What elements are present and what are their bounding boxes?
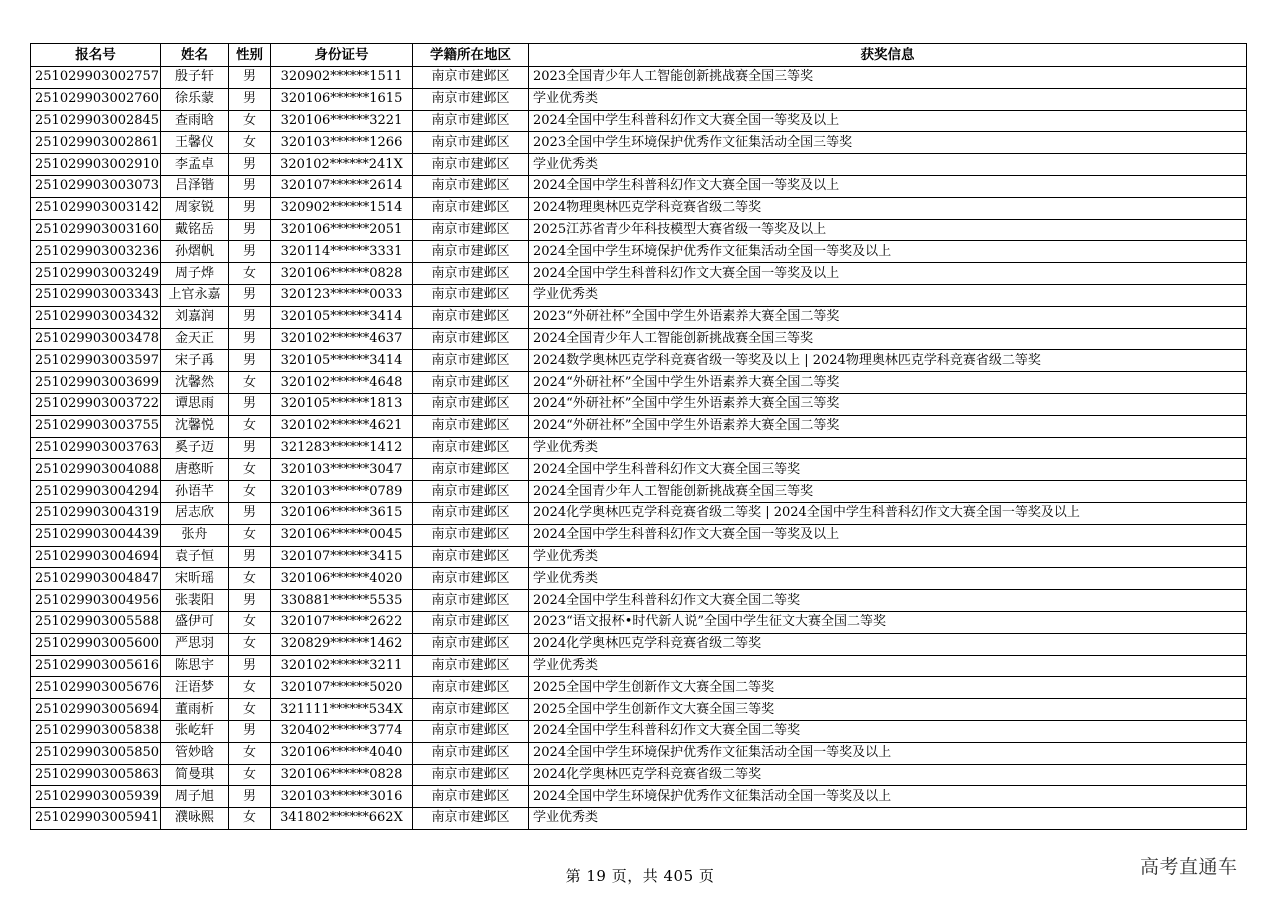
cell-region: 南京市建邺区 (413, 502, 529, 524)
cell-award-info: 2024物理奥林匹克学科竞赛省级二等奖 (529, 197, 1247, 219)
cell-gender: 男 (229, 284, 271, 306)
cell-award-info: 学业优秀类 (529, 88, 1247, 110)
cell-gender: 女 (229, 372, 271, 394)
cell-registration-number: 251029903005941 (31, 808, 161, 830)
cell-name: 董雨析 (161, 699, 229, 721)
table-row (31, 88, 1247, 110)
cell-region: 南京市建邺区 (413, 415, 529, 437)
table-row (31, 720, 1247, 742)
cell-id-number: 320105******1813 (271, 393, 413, 415)
cell-award-info: 2024化学奥林匹克学科竞赛省级二等奖 (529, 764, 1247, 786)
cell-registration-number: 251029903004847 (31, 568, 161, 590)
cell-id-number: 320106******0828 (271, 764, 413, 786)
cell-name: 汪语梦 (161, 677, 229, 699)
cell-region: 南京市建邺区 (413, 481, 529, 503)
table-row (31, 350, 1247, 372)
cell-registration-number: 251029903003142 (31, 197, 161, 219)
cell-name: 严思羽 (161, 633, 229, 655)
cell-name: 戴铭岳 (161, 219, 229, 241)
cell-id-number: 320105******3414 (271, 306, 413, 328)
table-row (31, 415, 1247, 437)
cell-name: 宋子爯 (161, 350, 229, 372)
cell-region: 南京市建邺区 (413, 786, 529, 808)
cell-gender: 女 (229, 699, 271, 721)
cell-name: 周子烨 (161, 263, 229, 285)
cell-region: 南京市建邺区 (413, 284, 529, 306)
table-row (31, 459, 1247, 481)
cell-gender: 男 (229, 590, 271, 612)
cell-award-info: 2024全国中学生科普科幻作文大赛全国二等奖 (529, 590, 1247, 612)
cell-id-number: 320107******2614 (271, 175, 413, 197)
cell-name: 奚子迈 (161, 437, 229, 459)
cell-region: 南京市建邺区 (413, 393, 529, 415)
cell-gender: 女 (229, 633, 271, 655)
page-number: 第 19 页，共 405 页 (565, 867, 715, 885)
cell-name: 沈馨然 (161, 372, 229, 394)
cell-registration-number: 251029903002845 (31, 110, 161, 132)
cell-id-number: 320123******0033 (271, 284, 413, 306)
table-row (31, 568, 1247, 590)
cell-registration-number: 251029903003249 (31, 263, 161, 285)
cell-award-info: 2023“外研社杯”全国中学生外语素养大赛全国二等奖 (529, 306, 1247, 328)
cell-registration-number: 251029903003432 (31, 306, 161, 328)
cell-registration-number: 251029903003160 (31, 219, 161, 241)
cell-gender: 男 (229, 219, 271, 241)
awards-table (30, 43, 1247, 830)
cell-name: 张舟 (161, 524, 229, 546)
cell-region: 南京市建邺区 (413, 699, 529, 721)
cell-name: 张裴阳 (161, 590, 229, 612)
cell-registration-number: 251029903004694 (31, 546, 161, 568)
cell-id-number: 320106******4040 (271, 742, 413, 764)
cell-award-info: 2023全国青少年人工智能创新挑战赛全国三等奖 (529, 67, 1247, 89)
cell-award-info: 2024全国青少年人工智能创新挑战赛全国三等奖 (529, 481, 1247, 503)
cell-gender: 女 (229, 481, 271, 503)
cell-region: 南京市建邺区 (413, 175, 529, 197)
cell-registration-number: 251029903004319 (31, 502, 161, 524)
cell-registration-number: 251029903003236 (31, 241, 161, 263)
table-row (31, 502, 1247, 524)
cell-award-info: 2024全国青少年人工智能创新挑战赛全国三等奖 (529, 328, 1247, 350)
cell-name: 盛伊可 (161, 611, 229, 633)
table-row (31, 808, 1247, 830)
table-row (31, 306, 1247, 328)
table-row (31, 611, 1247, 633)
cell-id-number: 320106******4020 (271, 568, 413, 590)
cell-award-info: 2024数学奥林匹克学科竞赛省级一等奖及以上 | 2024物理奥林匹克学科竞赛省级二等奖 (529, 350, 1247, 372)
cell-name: 简曼琪 (161, 764, 229, 786)
cell-award-info: 2024全国中学生科普科幻作文大赛全国一等奖及以上 (529, 263, 1247, 285)
cell-award-info: 2024全国中学生科普科幻作文大赛全国一等奖及以上 (529, 110, 1247, 132)
cell-id-number: 320103******3016 (271, 786, 413, 808)
cell-name: 管妙晗 (161, 742, 229, 764)
cell-region: 南京市建邺区 (413, 67, 529, 89)
cell-id-number: 320102******3211 (271, 655, 413, 677)
header-name: 姓名 (161, 44, 229, 67)
cell-id-number: 341802******662X (271, 808, 413, 830)
cell-name: 徐乐蒙 (161, 88, 229, 110)
cell-gender: 女 (229, 677, 271, 699)
cell-id-number: 320106******3615 (271, 502, 413, 524)
cell-name: 王馨仪 (161, 132, 229, 154)
cell-gender: 男 (229, 393, 271, 415)
cell-gender: 男 (229, 88, 271, 110)
cell-award-info: 学业优秀类 (529, 655, 1247, 677)
cell-gender: 男 (229, 437, 271, 459)
cell-region: 南京市建邺区 (413, 132, 529, 154)
table-row (31, 219, 1247, 241)
cell-name: 孙熠帆 (161, 241, 229, 263)
cell-award-info: 2024全国中学生环境保护优秀作文征集活动全国一等奖及以上 (529, 786, 1247, 808)
table-row (31, 590, 1247, 612)
cell-id-number: 320103******0789 (271, 481, 413, 503)
cell-registration-number: 251029903003763 (31, 437, 161, 459)
table-row (31, 110, 1247, 132)
cell-registration-number: 251029903003699 (31, 372, 161, 394)
cell-award-info: 学业优秀类 (529, 154, 1247, 176)
cell-id-number: 320106******3221 (271, 110, 413, 132)
cell-id-number: 320106******0828 (271, 263, 413, 285)
cell-gender: 女 (229, 110, 271, 132)
cell-registration-number: 251029903004088 (31, 459, 161, 481)
header-gender: 性别 (229, 44, 271, 67)
cell-gender: 女 (229, 132, 271, 154)
cell-award-info: 2024全国中学生科普科幻作文大赛全国二等奖 (529, 720, 1247, 742)
cell-name: 李孟卓 (161, 154, 229, 176)
header-id-number: 身份证号 (271, 44, 413, 67)
header-registration-number: 报名号 (31, 44, 161, 67)
cell-name: 刘嘉润 (161, 306, 229, 328)
cell-region: 南京市建邺区 (413, 764, 529, 786)
cell-award-info: 2024化学奥林匹克学科竞赛省级二等奖 (529, 633, 1247, 655)
cell-id-number: 320106******0045 (271, 524, 413, 546)
cell-gender: 男 (229, 350, 271, 372)
cell-registration-number: 251029903005838 (31, 720, 161, 742)
cell-region: 南京市建邺区 (413, 655, 529, 677)
cell-gender: 男 (229, 720, 271, 742)
table-row (31, 633, 1247, 655)
table-row (31, 655, 1247, 677)
cell-id-number: 320902******1514 (271, 197, 413, 219)
cell-award-info: 学业优秀类 (529, 568, 1247, 590)
cell-gender: 男 (229, 655, 271, 677)
cell-region: 南京市建邺区 (413, 611, 529, 633)
cell-id-number: 320106******2051 (271, 219, 413, 241)
cell-award-info: 2025全国中学生创新作文大赛全国三等奖 (529, 699, 1247, 721)
cell-gender: 男 (229, 328, 271, 350)
cell-award-info: 2024全国中学生环境保护优秀作文征集活动全国一等奖及以上 (529, 241, 1247, 263)
cell-name: 唐憨昕 (161, 459, 229, 481)
cell-region: 南京市建邺区 (413, 263, 529, 285)
cell-id-number: 320902******1511 (271, 67, 413, 89)
table-row (31, 284, 1247, 306)
cell-id-number: 320829******1462 (271, 633, 413, 655)
cell-award-info: 学业优秀类 (529, 284, 1247, 306)
cell-gender: 男 (229, 306, 271, 328)
header-region: 学籍所在地区 (413, 44, 529, 67)
cell-region: 南京市建邺区 (413, 88, 529, 110)
cell-registration-number: 251029903002861 (31, 132, 161, 154)
cell-registration-number: 251029903002760 (31, 88, 161, 110)
cell-name: 上官永嘉 (161, 284, 229, 306)
cell-region: 南京市建邺区 (413, 808, 529, 830)
cell-name: 张屹轩 (161, 720, 229, 742)
cell-name: 居志欣 (161, 502, 229, 524)
table-row (31, 742, 1247, 764)
cell-registration-number: 251029903003478 (31, 328, 161, 350)
table-row (31, 175, 1247, 197)
cell-registration-number: 251029903003073 (31, 175, 161, 197)
cell-id-number: 320107******2622 (271, 611, 413, 633)
watermark-text: 高考直通车 (1140, 856, 1238, 878)
cell-gender: 男 (229, 502, 271, 524)
cell-registration-number: 251029903005863 (31, 764, 161, 786)
cell-id-number: 320103******1266 (271, 132, 413, 154)
cell-registration-number: 251029903005694 (31, 699, 161, 721)
table-row (31, 481, 1247, 503)
cell-award-info: 2024化学奥林匹克学科竞赛省级二等奖 | 2024全国中学生科普科幻作文大赛全国一等奖及以上 (529, 502, 1247, 524)
cell-region: 南京市建邺区 (413, 459, 529, 481)
table-row (31, 241, 1247, 263)
cell-gender: 女 (229, 611, 271, 633)
cell-award-info: 2025江苏省青少年科技模型大赛省级一等奖及以上 (529, 219, 1247, 241)
table-body (31, 67, 1247, 830)
table-row (31, 786, 1247, 808)
cell-gender: 男 (229, 241, 271, 263)
cell-id-number: 320103******3047 (271, 459, 413, 481)
cell-id-number: 320105******3414 (271, 350, 413, 372)
cell-region: 南京市建邺区 (413, 219, 529, 241)
cell-award-info: 2024全国中学生科普科幻作文大赛全国一等奖及以上 (529, 524, 1247, 546)
cell-name: 沈馨悦 (161, 415, 229, 437)
table-row (31, 132, 1247, 154)
cell-id-number: 320102******4621 (271, 415, 413, 437)
table-row (31, 263, 1247, 285)
cell-gender: 女 (229, 524, 271, 546)
cell-registration-number: 251029903004956 (31, 590, 161, 612)
table-row (31, 197, 1247, 219)
cell-name: 袁子恒 (161, 546, 229, 568)
cell-region: 南京市建邺区 (413, 437, 529, 459)
table-row (31, 67, 1247, 89)
table-row (31, 764, 1247, 786)
cell-award-info: 2023“语文报杯•时代新人说”全国中学生征文大赛全国二等奖 (529, 611, 1247, 633)
cell-registration-number: 251029903004439 (31, 524, 161, 546)
cell-id-number: 330881******5535 (271, 590, 413, 612)
cell-award-info: 2024“外研社杯”全国中学生外语素养大赛全国二等奖 (529, 415, 1247, 437)
table-row (31, 699, 1247, 721)
cell-gender: 女 (229, 263, 271, 285)
cell-region: 南京市建邺区 (413, 720, 529, 742)
cell-name: 查雨晗 (161, 110, 229, 132)
cell-award-info: 2024“外研社杯”全国中学生外语素养大赛全国三等奖 (529, 393, 1247, 415)
cell-gender: 男 (229, 67, 271, 89)
table-row (31, 546, 1247, 568)
cell-gender: 女 (229, 568, 271, 590)
cell-region: 南京市建邺区 (413, 197, 529, 219)
cell-id-number: 320102******4637 (271, 328, 413, 350)
cell-region: 南京市建邺区 (413, 633, 529, 655)
cell-registration-number: 251029903005600 (31, 633, 161, 655)
cell-id-number: 321283******1412 (271, 437, 413, 459)
table-row (31, 393, 1247, 415)
cell-award-info: 2024全国中学生科普科幻作文大赛全国三等奖 (529, 459, 1247, 481)
cell-registration-number: 251029903005616 (31, 655, 161, 677)
cell-registration-number: 251029903002910 (31, 154, 161, 176)
cell-registration-number: 251029903002757 (31, 67, 161, 89)
cell-id-number: 320402******3774 (271, 720, 413, 742)
table-row (31, 372, 1247, 394)
cell-registration-number: 251029903003722 (31, 393, 161, 415)
cell-award-info: 2023全国中学生环境保护优秀作文征集活动全国三等奖 (529, 132, 1247, 154)
cell-gender: 女 (229, 459, 271, 481)
cell-gender: 女 (229, 415, 271, 437)
cell-gender: 男 (229, 786, 271, 808)
table-row (31, 677, 1247, 699)
cell-award-info: 学业优秀类 (529, 546, 1247, 568)
cell-name: 濮咏熙 (161, 808, 229, 830)
cell-region: 南京市建邺区 (413, 568, 529, 590)
cell-award-info: 2024全国中学生科普科幻作文大赛全国一等奖及以上 (529, 175, 1247, 197)
table-row (31, 524, 1247, 546)
cell-id-number: 320107******3415 (271, 546, 413, 568)
cell-region: 南京市建邺区 (413, 677, 529, 699)
cell-region: 南京市建邺区 (413, 372, 529, 394)
cell-registration-number: 251029903005850 (31, 742, 161, 764)
cell-registration-number: 251029903003755 (31, 415, 161, 437)
cell-gender: 男 (229, 154, 271, 176)
cell-award-info: 2025全国中学生创新作文大赛全国二等奖 (529, 677, 1247, 699)
cell-name: 周家锐 (161, 197, 229, 219)
cell-registration-number: 251029903005676 (31, 677, 161, 699)
cell-region: 南京市建邺区 (413, 350, 529, 372)
cell-registration-number: 251029903005588 (31, 611, 161, 633)
cell-award-info: 学业优秀类 (529, 437, 1247, 459)
cell-region: 南京市建邺区 (413, 306, 529, 328)
cell-name: 谭思雨 (161, 393, 229, 415)
cell-id-number: 320102******4648 (271, 372, 413, 394)
cell-region: 南京市建邺区 (413, 590, 529, 612)
cell-registration-number: 251029903003343 (31, 284, 161, 306)
cell-id-number: 320106******1615 (271, 88, 413, 110)
cell-name: 金天正 (161, 328, 229, 350)
cell-name: 殷子轩 (161, 67, 229, 89)
cell-award-info: 2024“外研社杯”全国中学生外语素养大赛全国二等奖 (529, 372, 1247, 394)
cell-name: 孙语芊 (161, 481, 229, 503)
cell-name: 陈思宇 (161, 655, 229, 677)
cell-name: 吕泽锴 (161, 175, 229, 197)
cell-id-number: 320107******5020 (271, 677, 413, 699)
header-award-info: 获奖信息 (529, 44, 1247, 67)
table-row (31, 437, 1247, 459)
cell-registration-number: 251029903004294 (31, 481, 161, 503)
cell-id-number: 321111******534X (271, 699, 413, 721)
cell-region: 南京市建邺区 (413, 742, 529, 764)
cell-region: 南京市建邺区 (413, 241, 529, 263)
cell-region: 南京市建邺区 (413, 524, 529, 546)
cell-gender: 女 (229, 742, 271, 764)
cell-gender: 女 (229, 808, 271, 830)
cell-region: 南京市建邺区 (413, 328, 529, 350)
cell-award-info: 学业优秀类 (529, 808, 1247, 830)
cell-gender: 男 (229, 197, 271, 219)
cell-region: 南京市建邺区 (413, 154, 529, 176)
table-row (31, 328, 1247, 350)
table-header-row (31, 44, 1247, 67)
cell-name: 周子旭 (161, 786, 229, 808)
cell-id-number: 320102******241X (271, 154, 413, 176)
cell-region: 南京市建邺区 (413, 546, 529, 568)
cell-award-info: 2024全国中学生环境保护优秀作文征集活动全国一等奖及以上 (529, 742, 1247, 764)
cell-gender: 女 (229, 764, 271, 786)
cell-id-number: 320114******3331 (271, 241, 413, 263)
cell-registration-number: 251029903005939 (31, 786, 161, 808)
cell-registration-number: 251029903003597 (31, 350, 161, 372)
cell-gender: 男 (229, 546, 271, 568)
cell-gender: 男 (229, 175, 271, 197)
cell-name: 宋昕瑶 (161, 568, 229, 590)
table-row (31, 154, 1247, 176)
cell-region: 南京市建邺区 (413, 110, 529, 132)
